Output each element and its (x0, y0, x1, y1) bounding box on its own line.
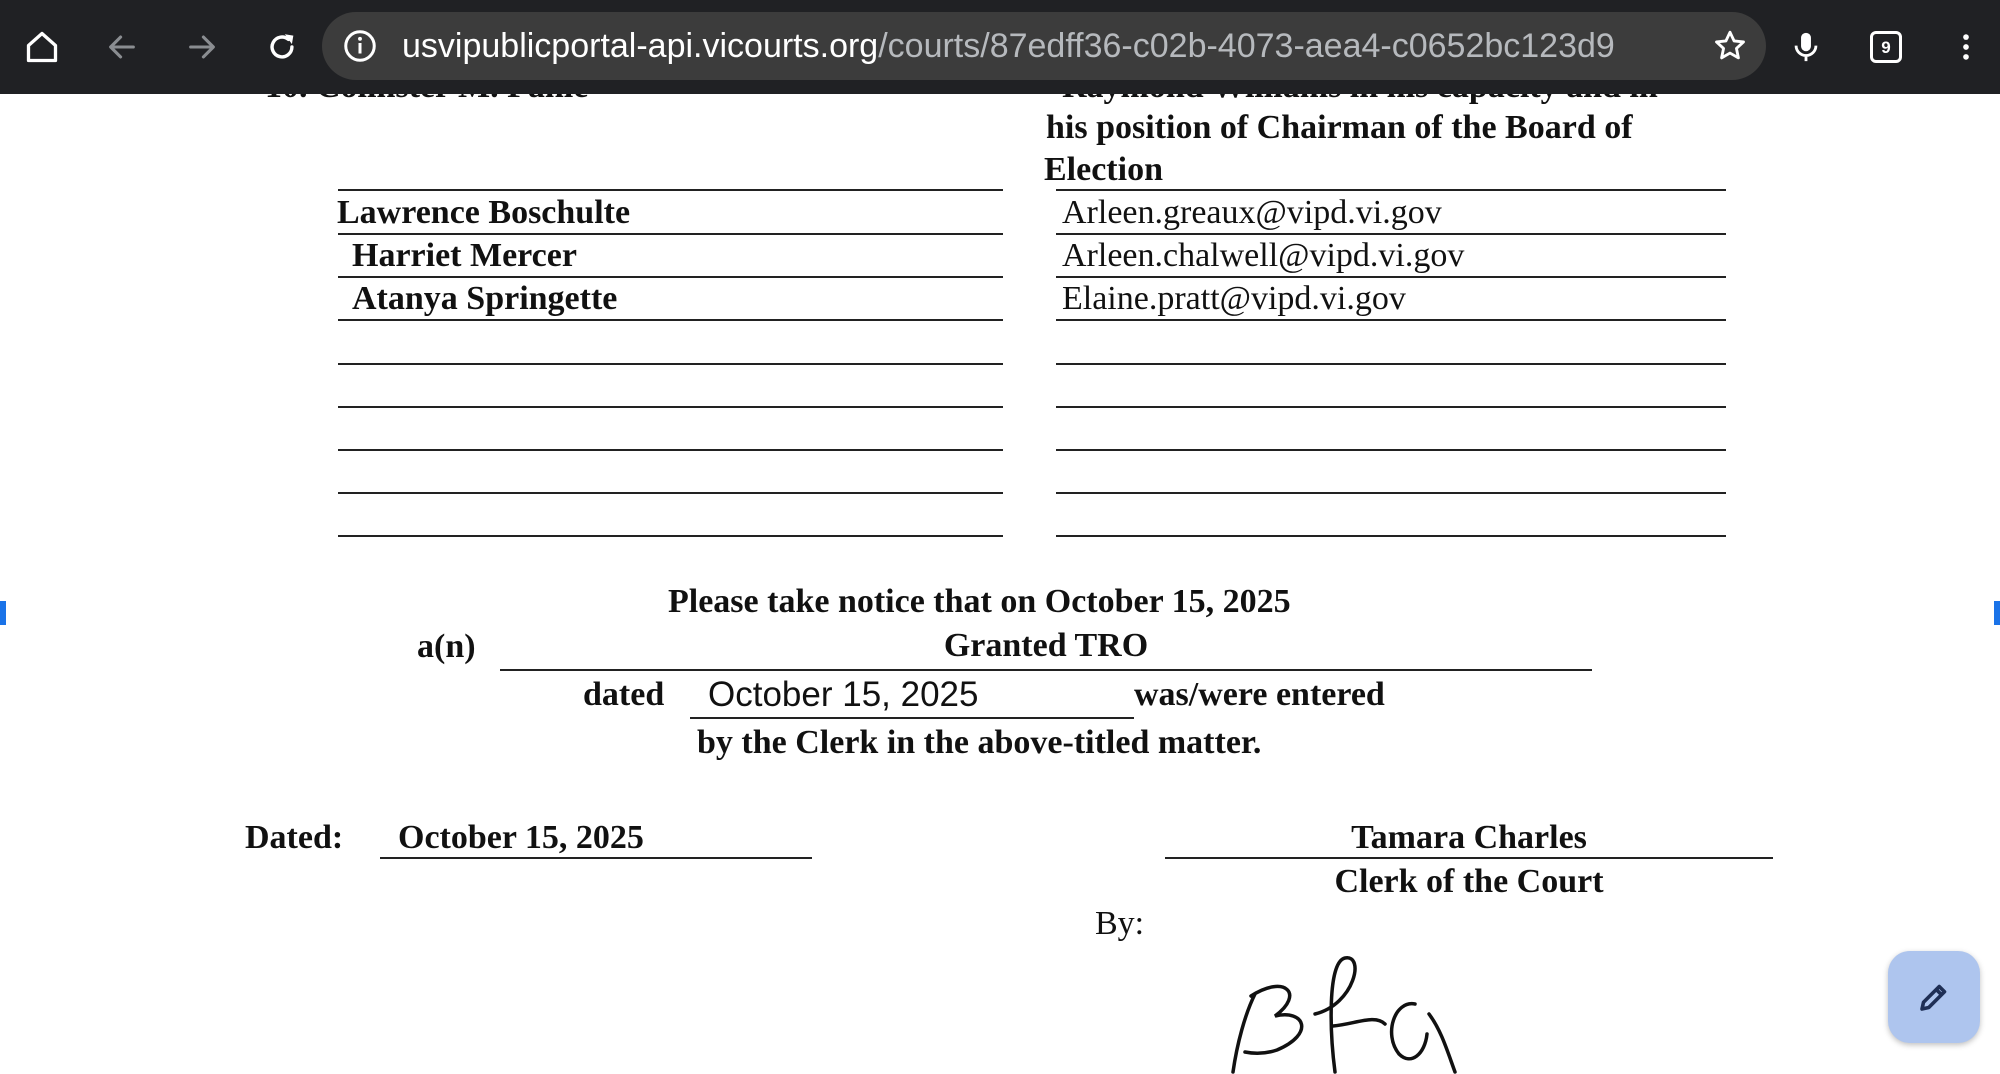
url-host: usvipublicportal-api.vicourts.org (402, 27, 879, 65)
forward-icon (185, 30, 219, 64)
browser-toolbar (0, 0, 2000, 94)
table-line (1056, 276, 1726, 278)
reload-icon (265, 30, 299, 64)
document-viewer (0, 94, 2000, 1072)
microphone-icon (1789, 30, 1823, 64)
address-bar[interactable] (322, 12, 1766, 80)
tab-switcher-icon (1870, 31, 1902, 63)
table-line (1056, 492, 1726, 494)
site-info-icon[interactable] (342, 28, 378, 64)
table-line (1056, 449, 1726, 451)
tab-count: 9 (1881, 37, 1891, 57)
table-line (338, 363, 1003, 365)
table-line (338, 492, 1003, 494)
notice-line: Please take notice that on October 15, 2025 (668, 583, 1291, 620)
right-column-header (1044, 94, 1756, 194)
bookmark-star-icon[interactable] (1712, 28, 1748, 64)
table-line (1056, 233, 1726, 235)
notice-date: October 15, 2025 (398, 819, 644, 856)
order-date: October 15, 2025 (708, 675, 979, 714)
more-menu-icon (1949, 30, 1983, 64)
reload-button[interactable] (258, 23, 306, 71)
service-email: Arleen.chalwell@vipd.vi.gov (1062, 237, 1465, 274)
edit-fab-button[interactable] (1888, 951, 1980, 1043)
back-button[interactable] (98, 23, 146, 71)
home-icon (24, 29, 60, 65)
service-email: Elaine.pratt@vipd.vi.gov (1062, 280, 1406, 317)
table-line (1056, 319, 1726, 321)
entered-label: was/were entered (1134, 676, 1385, 713)
table-line (338, 449, 1003, 451)
left-scroll-handle[interactable] (0, 601, 6, 625)
order-date-line (690, 717, 1134, 719)
notice-date-line (380, 857, 812, 859)
table-line (338, 406, 1003, 408)
dated-label: Dated: (245, 819, 344, 856)
table-line (1056, 363, 1726, 365)
tab-switcher-button[interactable] (1862, 23, 1910, 71)
service-name: Atanya Springette (352, 280, 618, 317)
service-email: Arleen.greaux@vipd.vi.gov (1062, 194, 1442, 231)
table-line (338, 319, 1003, 321)
right-header-line2: Election (1044, 151, 1163, 188)
table-line (338, 535, 1003, 537)
home-button[interactable] (18, 23, 66, 71)
service-name: Harriet Mercer (352, 237, 577, 274)
notice-closing-line: by the Clerk in the above-titled matter. (697, 724, 1262, 761)
back-icon (105, 30, 139, 64)
right-header-line1: his position of Chairman of the Board of (1046, 109, 1633, 146)
table-line (338, 189, 1003, 191)
url-text[interactable] (402, 12, 1642, 80)
table-line (1056, 535, 1726, 537)
clerk-name: Tamara Charles (1351, 819, 1587, 856)
forward-button[interactable] (178, 23, 226, 71)
right-scroll-handle[interactable] (1994, 601, 2000, 625)
clerk-signature (1215, 954, 1475, 1074)
an-label: a(n) (417, 628, 476, 665)
clerk-name-line (1165, 857, 1773, 859)
order-type: Granted TRO (943, 627, 1149, 664)
order-type-line (500, 669, 1592, 671)
service-name: Lawrence Boschulte (337, 194, 631, 231)
by-label: By: (1095, 905, 1145, 942)
more-menu-button[interactable] (1942, 23, 1990, 71)
clerk-title: Clerk of the Court (1334, 863, 1604, 900)
table-line (1056, 406, 1726, 408)
url-path: /courts/87edff36-c02b-4073-aea4-c0652bc123d9 (878, 27, 1615, 65)
dated-label: dated (583, 676, 665, 713)
voice-search-button[interactable] (1782, 23, 1830, 71)
table-line (338, 276, 1003, 278)
table-line (338, 233, 1003, 235)
pencil-icon (1916, 979, 1952, 1015)
table-line (1056, 189, 1726, 191)
